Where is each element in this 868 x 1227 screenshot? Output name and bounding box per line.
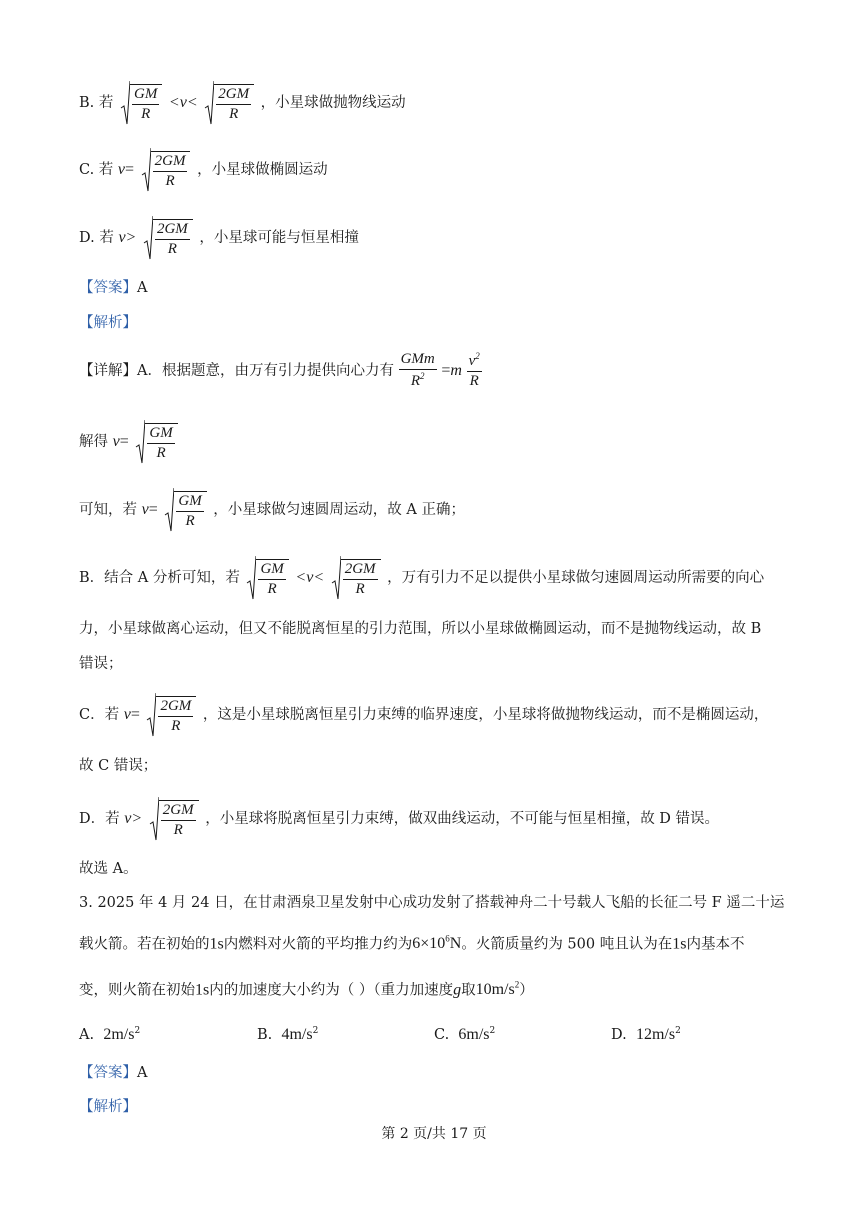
sqrt-2gm-r: $\frac{2GM}{R}$ — [141, 147, 191, 193]
analysis-b-line3: 错误； — [79, 656, 123, 672]
solve-line: 解得 v= $\frac{GM}{R}$ — [79, 419, 180, 465]
sqrt-gm-r: $\frac{GM}{R}$ — [120, 80, 162, 126]
q3-option-c: C. $6m/s^2$ — [434, 1026, 496, 1043]
choose-line: 故选 A。 — [79, 861, 138, 877]
q3-line2: 载火箭。若在初始的1s内燃料对火箭的平均推力约为$6\times 10^6N$。火箭质量约为 500 吨且认为在1s内基本不 — [79, 934, 745, 953]
answer-tag: 【答案】 — [79, 280, 137, 296]
analysis-tag: 【解析】 — [79, 315, 137, 331]
sqrt-2gm-r: $\frac{2GM}{R}$ — [143, 215, 193, 261]
sqrt-2gm-r: $\frac{2GM}{R}$ — [204, 80, 254, 126]
detail-a: 【详解】A．根据题意，由万有引力提供向心力有 $\frac{\text{GMm}}{R^2}$ =m $\frac{v^2}{R}$ — [79, 351, 480, 389]
sqrt-gm-r: $\frac{GM}{R}$ — [246, 555, 288, 601]
q3-answer-line: 【答案】A — [79, 1065, 148, 1081]
q3-option-a: A. $2m/s^2$ — [79, 1026, 141, 1043]
know-line: 可知，若 v= $\frac{GM}{R}$ ，小星球做匀速圆周运动，故 A 正确； — [79, 487, 465, 533]
sqrt-2gm-r: $\frac{2GM}{R}$ — [146, 692, 196, 738]
q3-option-d: D. $12m/s^2$ — [611, 1026, 681, 1043]
thrust-value: $6\times 10^6N$ — [412, 934, 462, 953]
sqrt-gm-r: $\frac{GM}{R}$ — [135, 419, 177, 465]
q3-line3: 变，则火箭在初始1s内的加速度大小约为（ ）（重力加速度g取$10m/s^2$） — [79, 980, 534, 999]
q3-option-b: B. $4m/s^2$ — [257, 1026, 319, 1043]
analysis-c-line2: 故 C 错误； — [79, 758, 158, 774]
q3-line1: 3. 2025 年 4 月 24 日，在甘肃酒泉卫星发射中心成功发射了搭载神舟二十号载人飞船的长征二号 F 遥二十运 — [79, 895, 785, 911]
analysis-c: C．若 v= $\frac{2GM}{R}$ ，这是小星球脱离恒星引力束缚的临界速度，小星球将做抛物线运动，而不是椭圆运动， — [79, 692, 768, 738]
sqrt-2gm-r: $\frac{2GM}{R}$ — [149, 796, 199, 842]
analysis-b: B．结合 A 分析可知，若 $\frac{GM}{R}$ <v< $\frac{2GM}{R}$ ，万有引力不足以提供小星球做匀速圆周运动所需要的向心 — [79, 555, 764, 601]
sqrt-gm-r: $\frac{GM}{R}$ — [164, 487, 206, 533]
option-b: B. 若 $\frac{GM}{R}$ <v< $\frac{2GM}{R}$ ，小星球做抛物线运动 — [79, 80, 406, 126]
q3-analysis-tag: 【解析】 — [79, 1099, 137, 1115]
answer-line: 【答案】A — [79, 280, 148, 296]
fraction-v2-r: $\frac{v^2}{R}$ — [468, 351, 480, 389]
fraction-gmm-r2: $\frac{\text{GMm}}{R^2}$ — [400, 351, 435, 389]
analysis-b-line2: 力，小星球做离心运动，但又不能脱离恒星的引力范围，所以小星球做椭圆运动，而不是抛物线运动，故 B — [79, 621, 762, 637]
page-footer: 第 2 页/共 17 页 — [381, 1126, 487, 1142]
option-d: D. 若 v> $\frac{2GM}{R}$ ，小星球可能与恒星相撞 — [79, 215, 359, 261]
sqrt-2gm-r: $\frac{2GM}{R}$ — [331, 555, 381, 601]
option-c: C. 若 v= $\frac{2GM}{R}$ ，小星球做椭圆运动 — [79, 147, 328, 193]
analysis-d: D．若 v> $\frac{2GM}{R}$ ，小星球将脱离恒星引力束缚，做双曲线运动，不可能与恒星相撞，故 D 错误。 — [79, 796, 719, 842]
